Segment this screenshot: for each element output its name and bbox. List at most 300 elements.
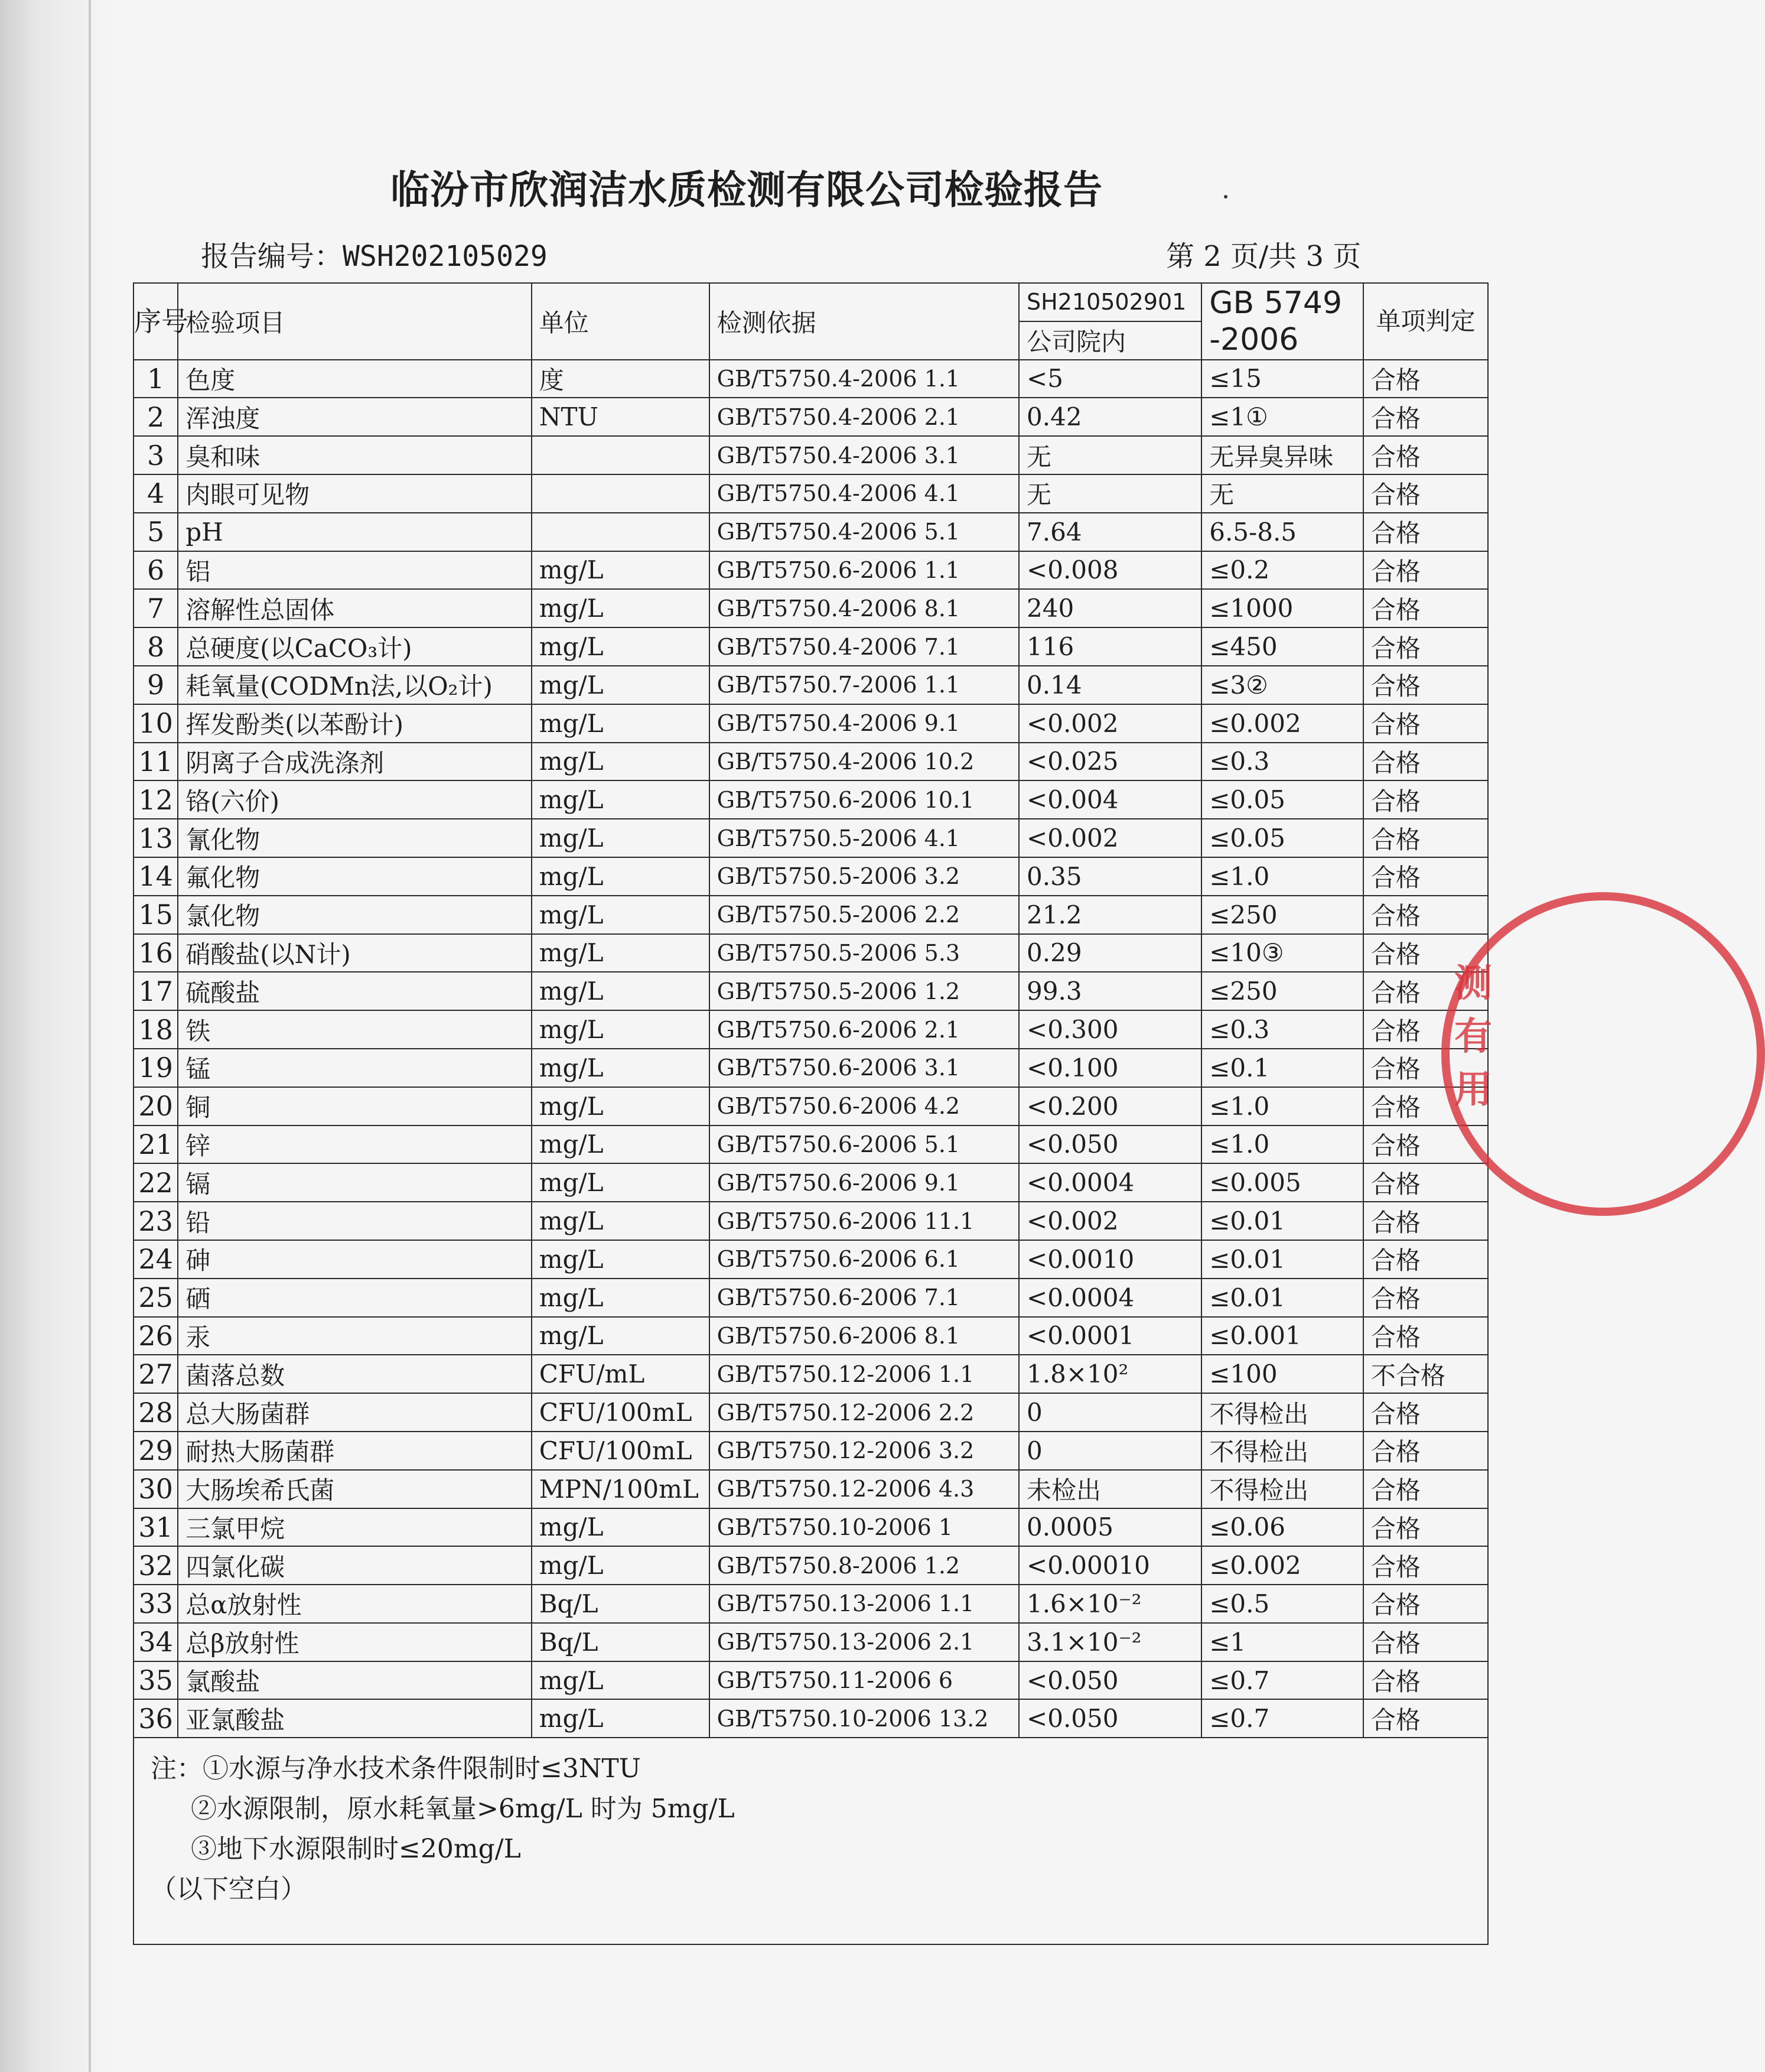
row-result: 0.35 xyxy=(1019,857,1201,896)
row-basis: GB/T5750.4-2006 1.1 xyxy=(709,360,1019,398)
row-unit: mg/L xyxy=(532,627,709,666)
table-row xyxy=(133,627,1488,666)
row-unit: mg/L xyxy=(532,780,709,819)
table-row xyxy=(133,1393,1488,1432)
row-verdict: 合格 xyxy=(1363,474,1488,513)
table-row xyxy=(133,436,1488,474)
row-item: 菌落总数 xyxy=(178,1355,532,1393)
row-result: 116 xyxy=(1019,627,1201,666)
notes-row xyxy=(133,1738,1488,1944)
table-row xyxy=(133,1202,1488,1240)
row-basis: GB/T5750.7-2006 1.1 xyxy=(709,666,1019,704)
row-limit: 不得检出 xyxy=(1201,1470,1363,1508)
row-verdict: 合格 xyxy=(1363,1202,1488,1240)
row-verdict: 合格 xyxy=(1363,819,1488,857)
row-verdict: 合格 xyxy=(1363,1279,1488,1317)
row-verdict: 合格 xyxy=(1363,1432,1488,1470)
row-unit: mg/L xyxy=(532,1546,709,1585)
row-unit: mg/L xyxy=(532,743,709,781)
row-limit: ≤1.0 xyxy=(1201,857,1363,896)
table-row xyxy=(133,704,1488,743)
row-limit: 不得检出 xyxy=(1201,1432,1363,1470)
row-item: 氯化物 xyxy=(178,896,532,934)
table-row xyxy=(133,666,1488,704)
table-row xyxy=(133,1623,1488,1661)
row-verdict: 合格 xyxy=(1363,1508,1488,1547)
row-result: <0.200 xyxy=(1019,1087,1201,1126)
row-item: 铅 xyxy=(178,1202,532,1240)
row-result: 0 xyxy=(1019,1432,1201,1470)
row-limit: ≤0.3 xyxy=(1201,1010,1363,1049)
row-result: <0.0004 xyxy=(1019,1163,1201,1202)
report-number-value: WSH202105029 xyxy=(343,240,548,273)
table-row xyxy=(133,1470,1488,1508)
row-seq: 8 xyxy=(133,627,178,666)
header-basis: 检测依据 xyxy=(709,283,1019,360)
table-row xyxy=(133,1279,1488,1317)
row-basis: GB/T5750.5-2006 4.1 xyxy=(709,819,1019,857)
row-verdict: 合格 xyxy=(1363,1317,1488,1355)
row-result: <0.0001 xyxy=(1019,1317,1201,1355)
row-item: 亚氯酸盐 xyxy=(178,1699,532,1738)
row-basis: GB/T5750.12-2006 1.1 xyxy=(709,1355,1019,1393)
row-limit: ≤0.06 xyxy=(1201,1508,1363,1547)
row-seq: 10 xyxy=(133,704,178,743)
row-verdict: 合格 xyxy=(1363,1470,1488,1508)
row-verdict: 合格 xyxy=(1363,896,1488,934)
row-basis: GB/T5750.4-2006 8.1 xyxy=(709,589,1019,627)
row-item: 汞 xyxy=(178,1317,532,1355)
table-row xyxy=(133,474,1488,513)
row-basis: GB/T5750.6-2006 5.1 xyxy=(709,1126,1019,1164)
row-seq: 35 xyxy=(133,1661,178,1700)
row-seq: 4 xyxy=(133,474,178,513)
row-result: 无 xyxy=(1019,436,1201,474)
row-item: 总硬度(以CaCO₃计) xyxy=(178,627,532,666)
row-item: 硒 xyxy=(178,1279,532,1317)
row-seq: 20 xyxy=(133,1087,178,1126)
row-unit: mg/L xyxy=(532,857,709,896)
row-item: 臭和味 xyxy=(178,436,532,474)
row-verdict: 合格 xyxy=(1363,436,1488,474)
row-unit: mg/L xyxy=(532,551,709,590)
row-item: 大肠埃希氏菌 xyxy=(178,1470,532,1508)
row-seq: 28 xyxy=(133,1393,178,1432)
row-unit xyxy=(532,474,709,513)
row-verdict: 合格 xyxy=(1363,972,1488,1010)
row-verdict: 合格 xyxy=(1363,1546,1488,1585)
row-result: <0.050 xyxy=(1019,1126,1201,1164)
row-basis: GB/T5750.11-2006 6 xyxy=(709,1661,1019,1700)
row-basis: GB/T5750.6-2006 2.1 xyxy=(709,1010,1019,1049)
company-seal-text: 测有用 xyxy=(1454,961,1492,1112)
row-seq: 17 xyxy=(133,972,178,1010)
row-seq: 11 xyxy=(133,743,178,781)
row-unit xyxy=(532,513,709,551)
row-limit: 6.5-8.5 xyxy=(1201,513,1363,551)
row-verdict: 合格 xyxy=(1363,934,1488,972)
row-limit: ≤0.1 xyxy=(1201,1049,1363,1087)
table-row xyxy=(133,1163,1488,1202)
row-unit: mg/L xyxy=(532,704,709,743)
row-limit: ≤250 xyxy=(1201,896,1363,934)
row-unit xyxy=(532,436,709,474)
row-seq: 24 xyxy=(133,1240,178,1279)
row-basis: GB/T5750.6-2006 8.1 xyxy=(709,1317,1019,1355)
row-unit: mg/L xyxy=(532,1317,709,1355)
row-seq: 36 xyxy=(133,1699,178,1738)
header-unit: 单位 xyxy=(532,283,709,360)
row-result: <0.0010 xyxy=(1019,1240,1201,1279)
row-seq: 16 xyxy=(133,934,178,972)
row-basis: GB/T5750.4-2006 10.2 xyxy=(709,743,1019,781)
row-seq: 14 xyxy=(133,857,178,896)
row-limit: 不得检出 xyxy=(1201,1393,1363,1432)
table-row xyxy=(133,551,1488,590)
row-verdict: 合格 xyxy=(1363,551,1488,590)
row-unit: mg/L xyxy=(532,1126,709,1164)
row-verdict: 合格 xyxy=(1363,1010,1488,1049)
table-row xyxy=(133,1317,1488,1355)
row-unit: mg/L xyxy=(532,1202,709,1240)
row-verdict: 合格 xyxy=(1363,1393,1488,1432)
row-basis: GB/T5750.6-2006 1.1 xyxy=(709,551,1019,590)
row-basis: GB/T5750.12-2006 4.3 xyxy=(709,1470,1019,1508)
header-seq: 序号 xyxy=(133,283,178,360)
row-unit: mg/L xyxy=(532,1508,709,1547)
table-row xyxy=(133,1432,1488,1470)
row-item: 总α放射性 xyxy=(178,1585,532,1623)
row-verdict: 合格 xyxy=(1363,589,1488,627)
row-limit: ≤0.001 xyxy=(1201,1317,1363,1355)
table-row xyxy=(133,780,1488,819)
row-unit: mg/L xyxy=(532,972,709,1010)
row-item: 铁 xyxy=(178,1010,532,1049)
row-limit: ≤0.01 xyxy=(1201,1202,1363,1240)
row-result: <0.050 xyxy=(1019,1661,1201,1700)
row-result: 0.29 xyxy=(1019,934,1201,972)
row-verdict: 合格 xyxy=(1363,627,1488,666)
row-result: <0.004 xyxy=(1019,780,1201,819)
row-seq: 6 xyxy=(133,551,178,590)
row-verdict: 合格 xyxy=(1363,1585,1488,1623)
row-result: 0 xyxy=(1019,1393,1201,1432)
row-seq: 13 xyxy=(133,819,178,857)
row-seq: 25 xyxy=(133,1279,178,1317)
row-unit: CFU/100mL xyxy=(532,1432,709,1470)
row-verdict: 合格 xyxy=(1363,780,1488,819)
row-seq: 9 xyxy=(133,666,178,704)
row-seq: 30 xyxy=(133,1470,178,1508)
row-basis: GB/T5750.4-2006 4.1 xyxy=(709,474,1019,513)
row-seq: 29 xyxy=(133,1432,178,1470)
row-limit: ≤1000 xyxy=(1201,589,1363,627)
row-item: pH xyxy=(178,513,532,551)
row-item: 总β放射性 xyxy=(178,1623,532,1661)
table-row xyxy=(133,1087,1488,1126)
row-unit: NTU xyxy=(532,398,709,436)
row-item: 硝酸盐(以N计) xyxy=(178,934,532,972)
header-sample-name: 公司院内 xyxy=(1019,321,1201,360)
row-verdict: 合格 xyxy=(1363,1087,1488,1126)
row-seq: 21 xyxy=(133,1126,178,1164)
row-result: <0.008 xyxy=(1019,551,1201,590)
row-limit: ≤1 xyxy=(1201,1623,1363,1661)
row-basis: GB/T5750.6-2006 11.1 xyxy=(709,1202,1019,1240)
row-unit: mg/L xyxy=(532,1661,709,1700)
row-basis: GB/T5750.4-2006 9.1 xyxy=(709,704,1019,743)
row-verdict: 合格 xyxy=(1363,1240,1488,1279)
row-limit: ≤10③ xyxy=(1201,934,1363,972)
row-result: 3.1×10⁻² xyxy=(1019,1623,1201,1661)
row-unit: MPN/100mL xyxy=(532,1470,709,1508)
row-result: <0.002 xyxy=(1019,1202,1201,1240)
row-limit: 无异臭异味 xyxy=(1201,436,1363,474)
row-unit: mg/L xyxy=(532,896,709,934)
row-seq: 22 xyxy=(133,1163,178,1202)
row-basis: GB/T5750.4-2006 3.1 xyxy=(709,436,1019,474)
row-seq: 15 xyxy=(133,896,178,934)
row-basis: GB/T5750.6-2006 6.1 xyxy=(709,1240,1019,1279)
row-unit: CFU/mL xyxy=(532,1355,709,1393)
table-row xyxy=(133,743,1488,781)
row-limit: ≤0.005 xyxy=(1201,1163,1363,1202)
row-limit: ≤15 xyxy=(1201,360,1363,398)
row-verdict: 合格 xyxy=(1363,857,1488,896)
table-row xyxy=(133,1049,1488,1087)
row-result: <0.050 xyxy=(1019,1699,1201,1738)
row-verdict: 合格 xyxy=(1363,1623,1488,1661)
row-basis: GB/T5750.4-2006 7.1 xyxy=(709,627,1019,666)
row-result: <0.00010 xyxy=(1019,1546,1201,1585)
row-unit: Bq/L xyxy=(532,1623,709,1661)
table-row xyxy=(133,1546,1488,1585)
row-limit: ≤100 xyxy=(1201,1355,1363,1393)
row-item: 铝 xyxy=(178,551,532,590)
table-row xyxy=(133,398,1488,436)
table-row xyxy=(133,1010,1488,1049)
row-limit: ≤0.3 xyxy=(1201,743,1363,781)
row-item: 浑浊度 xyxy=(178,398,532,436)
row-item: 肉眼可见物 xyxy=(178,474,532,513)
row-item: 耗氧量(CODMn法,以O₂计) xyxy=(178,666,532,704)
row-result: 99.3 xyxy=(1019,972,1201,1010)
table-row xyxy=(133,1355,1488,1393)
row-seq: 23 xyxy=(133,1202,178,1240)
row-seq: 1 xyxy=(133,360,178,398)
row-item: 氟化物 xyxy=(178,857,532,896)
row-item: 氯酸盐 xyxy=(178,1661,532,1700)
row-unit: mg/L xyxy=(532,1049,709,1087)
row-item: 总大肠菌群 xyxy=(178,1393,532,1432)
row-unit: mg/L xyxy=(532,1163,709,1202)
row-verdict: 合格 xyxy=(1363,1049,1488,1087)
row-seq: 2 xyxy=(133,398,178,436)
row-verdict: 合格 xyxy=(1363,513,1488,551)
row-limit: ≤3② xyxy=(1201,666,1363,704)
row-item: 耐热大肠菌群 xyxy=(178,1432,532,1470)
row-verdict: 合格 xyxy=(1363,666,1488,704)
row-basis: GB/T5750.6-2006 7.1 xyxy=(709,1279,1019,1317)
row-result: 240 xyxy=(1019,589,1201,627)
row-limit: ≤250 xyxy=(1201,972,1363,1010)
row-limit: ≤1.0 xyxy=(1201,1087,1363,1126)
row-result: <0.025 xyxy=(1019,743,1201,781)
row-seq: 26 xyxy=(133,1317,178,1355)
row-basis: GB/T5750.6-2006 9.1 xyxy=(709,1163,1019,1202)
row-item: 阴离子合成洗涤剂 xyxy=(178,743,532,781)
page-info: 第 2 页/共 3 页 xyxy=(1166,240,1362,273)
row-limit: ≤0.7 xyxy=(1201,1699,1363,1738)
table-row xyxy=(133,360,1488,398)
row-result: <0.002 xyxy=(1019,704,1201,743)
row-verdict: 不合格 xyxy=(1363,1355,1488,1393)
table-row xyxy=(133,1240,1488,1279)
row-limit: 无 xyxy=(1201,474,1363,513)
row-basis: GB/T5750.10-2006 1 xyxy=(709,1508,1019,1547)
row-unit: 度 xyxy=(532,360,709,398)
row-item: 砷 xyxy=(178,1240,532,1279)
row-seq: 27 xyxy=(133,1355,178,1393)
row-item: 铬(六价) xyxy=(178,780,532,819)
row-seq: 12 xyxy=(133,780,178,819)
row-limit: ≤450 xyxy=(1201,627,1363,666)
row-basis: GB/T5750.8-2006 1.2 xyxy=(709,1546,1019,1585)
table-row xyxy=(133,1661,1488,1700)
row-item: 氰化物 xyxy=(178,819,532,857)
row-basis: GB/T5750.5-2006 1.2 xyxy=(709,972,1019,1010)
row-item: 挥发酚类(以苯酚计) xyxy=(178,704,532,743)
table-row xyxy=(133,819,1488,857)
row-basis: GB/T5750.4-2006 2.1 xyxy=(709,398,1019,436)
row-basis: GB/T5750.6-2006 4.2 xyxy=(709,1087,1019,1126)
row-verdict: 合格 xyxy=(1363,1126,1488,1164)
row-basis: GB/T5750.4-2006 5.1 xyxy=(709,513,1019,551)
row-seq: 3 xyxy=(133,436,178,474)
row-item: 溶解性总固体 xyxy=(178,589,532,627)
row-result: <0.0004 xyxy=(1019,1279,1201,1317)
row-verdict: 合格 xyxy=(1363,1699,1488,1738)
row-verdict: 合格 xyxy=(1363,360,1488,398)
row-basis: GB/T5750.5-2006 5.3 xyxy=(709,934,1019,972)
table-row xyxy=(133,513,1488,551)
row-seq: 19 xyxy=(133,1049,178,1087)
row-item: 色度 xyxy=(178,360,532,398)
row-item: 锌 xyxy=(178,1126,532,1164)
row-limit: ≤0.2 xyxy=(1201,551,1363,590)
notes xyxy=(133,1738,1488,1944)
table-row xyxy=(133,934,1488,972)
row-result: 0.42 xyxy=(1019,398,1201,436)
header-sample-no: SH210502901 xyxy=(1019,283,1201,321)
report-number xyxy=(201,233,548,274)
table-row xyxy=(133,589,1488,627)
note-line: ③地下水源限制时≤20mg/L xyxy=(191,1834,521,1865)
row-unit: mg/L xyxy=(532,1010,709,1049)
row-item: 硫酸盐 xyxy=(178,972,532,1010)
row-verdict: 合格 xyxy=(1363,704,1488,743)
row-result: 21.2 xyxy=(1019,896,1201,934)
row-limit: ≤1.0 xyxy=(1201,1126,1363,1164)
row-seq: 7 xyxy=(133,589,178,627)
row-limit: ≤1① xyxy=(1201,398,1363,436)
binding-line xyxy=(89,0,91,2072)
row-seq: 31 xyxy=(133,1508,178,1547)
row-unit: mg/L xyxy=(532,666,709,704)
row-unit: mg/L xyxy=(532,1699,709,1738)
table-row xyxy=(133,1126,1488,1164)
results-table xyxy=(133,282,1489,1945)
header-standard: GB 5749 -2006 xyxy=(1201,283,1363,360)
row-limit: ≤0.5 xyxy=(1201,1585,1363,1623)
report-number-label: 报告编号： xyxy=(201,240,343,273)
row-item: 四氯化碳 xyxy=(178,1546,532,1585)
row-limit: ≤0.7 xyxy=(1201,1661,1363,1700)
row-result: 7.64 xyxy=(1019,513,1201,551)
row-result: <0.002 xyxy=(1019,819,1201,857)
row-unit: mg/L xyxy=(532,934,709,972)
row-basis: GB/T5750.6-2006 3.1 xyxy=(709,1049,1019,1087)
row-unit: CFU/100mL xyxy=(532,1393,709,1432)
row-verdict: 合格 xyxy=(1363,743,1488,781)
row-limit: ≤0.01 xyxy=(1201,1240,1363,1279)
row-basis: GB/T5750.12-2006 2.2 xyxy=(709,1393,1019,1432)
table-row xyxy=(133,1585,1488,1623)
row-limit: ≤0.05 xyxy=(1201,819,1363,857)
row-basis: GB/T5750.13-2006 2.1 xyxy=(709,1623,1019,1661)
table-row xyxy=(133,857,1488,896)
row-basis: GB/T5750.13-2006 1.1 xyxy=(709,1585,1019,1623)
row-basis: GB/T5750.5-2006 3.2 xyxy=(709,857,1019,896)
header-judgement: 单项判定 xyxy=(1363,283,1488,360)
row-seq: 18 xyxy=(133,1010,178,1049)
row-item: 锰 xyxy=(178,1049,532,1087)
table-row xyxy=(133,1699,1488,1738)
row-result: <0.300 xyxy=(1019,1010,1201,1049)
row-item: 三氯甲烷 xyxy=(178,1508,532,1547)
row-basis: GB/T5750.5-2006 2.2 xyxy=(709,896,1019,934)
note-line: 注：①水源与净水技术条件限制时≤3NTU xyxy=(151,1754,641,1784)
row-result: 1.6×10⁻² xyxy=(1019,1585,1201,1623)
table-row xyxy=(133,1508,1488,1547)
row-seq: 5 xyxy=(133,513,178,551)
row-seq: 32 xyxy=(133,1546,178,1585)
row-limit: ≤0.01 xyxy=(1201,1279,1363,1317)
row-result: 1.8×10² xyxy=(1019,1355,1201,1393)
row-unit: mg/L xyxy=(532,1240,709,1279)
row-verdict: 合格 xyxy=(1363,1661,1488,1700)
row-result: 未检出 xyxy=(1019,1470,1201,1508)
row-basis: GB/T5750.12-2006 3.2 xyxy=(709,1432,1019,1470)
row-unit: Bq/L xyxy=(532,1585,709,1623)
row-verdict: 合格 xyxy=(1363,398,1488,436)
row-unit: mg/L xyxy=(532,589,709,627)
row-verdict: 合格 xyxy=(1363,1163,1488,1202)
row-limit: ≤0.05 xyxy=(1201,780,1363,819)
row-unit: mg/L xyxy=(532,1279,709,1317)
report-title: 临汾市欣润洁水质检测有限公司检验报告 xyxy=(390,167,1103,213)
row-unit: mg/L xyxy=(532,819,709,857)
header-item: 检验项目 xyxy=(178,283,532,360)
binding-shadow xyxy=(0,0,115,2072)
row-item: 镉 xyxy=(178,1163,532,1202)
row-unit: mg/L xyxy=(532,1087,709,1126)
row-result: 0.14 xyxy=(1019,666,1201,704)
note-line: （以下空白） xyxy=(151,1874,307,1905)
table-row xyxy=(133,896,1488,934)
note-line: ②水源限制，原水耗氧量>6mg/L 时为 5mg/L xyxy=(191,1794,735,1824)
row-result: 0.0005 xyxy=(1019,1508,1201,1547)
